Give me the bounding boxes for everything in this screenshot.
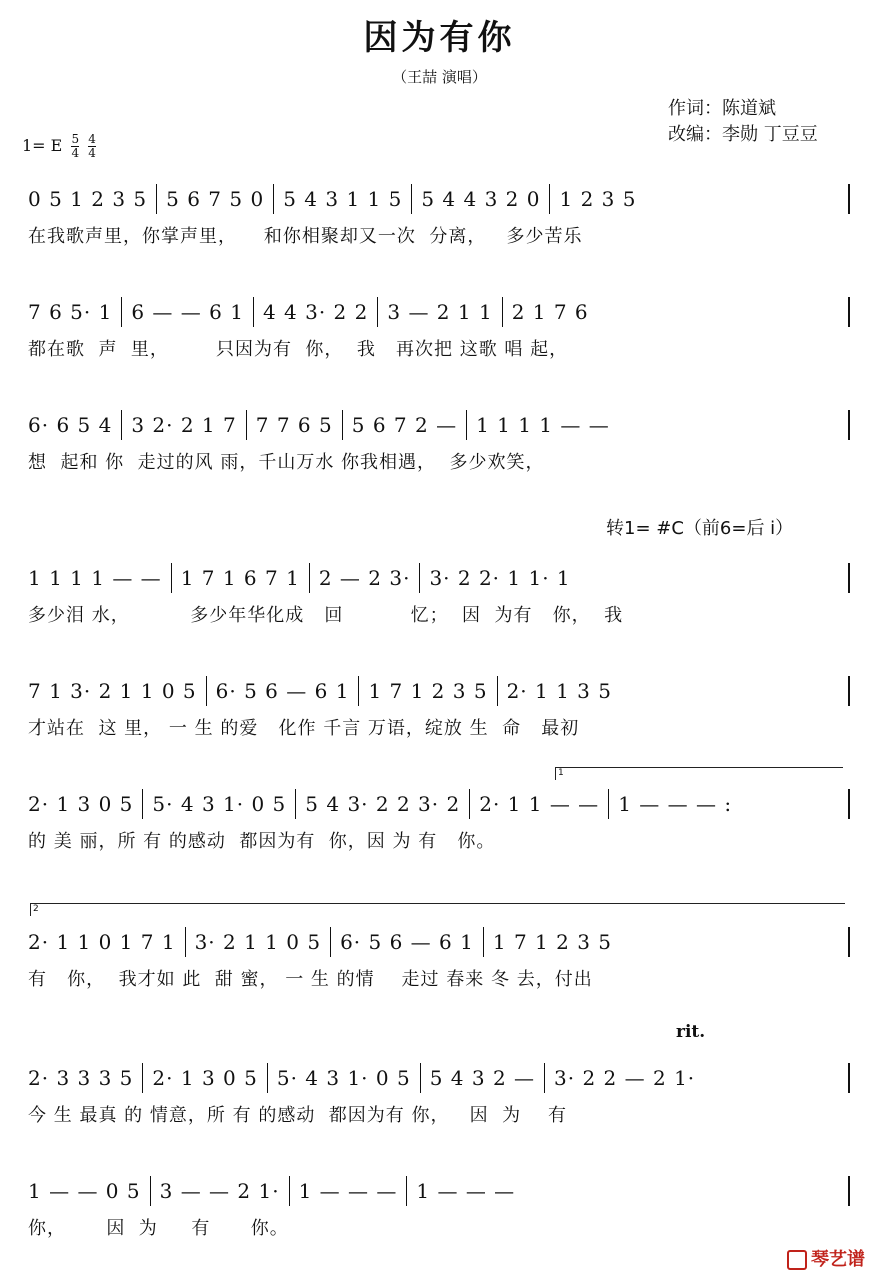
notes-line bbox=[28, 1176, 515, 1206]
bar-line bbox=[497, 676, 498, 706]
song-title: 因为有你 bbox=[363, 18, 516, 58]
notes-line bbox=[28, 410, 610, 440]
measure: 6 — — 6 1 bbox=[131, 300, 244, 324]
logo-icon bbox=[787, 1250, 807, 1270]
notes-line bbox=[28, 789, 732, 819]
end-bar-line bbox=[848, 789, 850, 819]
bar-line bbox=[377, 297, 378, 327]
time-sig-b-den: 4 bbox=[88, 146, 96, 160]
lyrics-line: 多少泪 水， 多少年华化成 回 忆； 因 为有 你， 我 bbox=[28, 605, 624, 626]
time-sig-a-den: 4 bbox=[71, 146, 80, 160]
measure: 3· 2 1 1 0 5 bbox=[194, 930, 322, 954]
bar-line bbox=[483, 927, 484, 957]
bar-line bbox=[544, 1063, 545, 1093]
measure: 6· 5 6 — 6 1 bbox=[340, 930, 474, 954]
time-signature-a bbox=[71, 133, 79, 160]
bar-line bbox=[411, 184, 412, 214]
measure: 6· 5 6 — 6 1 bbox=[215, 679, 350, 703]
bar-line bbox=[185, 927, 186, 957]
measure: 5 4 3 2 — bbox=[429, 1066, 536, 1090]
measure: 3· 2 2· 1 1· 1 bbox=[429, 566, 571, 590]
bar-line bbox=[121, 410, 122, 440]
bar-line bbox=[273, 184, 274, 214]
bar-line bbox=[549, 184, 550, 214]
notes-line bbox=[28, 297, 589, 327]
end-bar-line bbox=[848, 410, 850, 440]
notes-line bbox=[28, 184, 636, 214]
bar-line bbox=[330, 927, 331, 957]
measure: 1 — — — bbox=[298, 1179, 398, 1203]
bar-line bbox=[121, 297, 122, 327]
measure: 1 2 3 5 bbox=[559, 187, 637, 211]
measure: 1 1 1 1 — — bbox=[476, 413, 610, 437]
lyrics-line: 你， 因 为 有 你。 bbox=[28, 1218, 289, 1239]
singer-credit: （王喆 演唱） bbox=[392, 68, 487, 86]
bar-line bbox=[171, 563, 172, 593]
lyrics-line: 都在歌 声 里， 只因为有 你， 我 再次把 这歌 唱 起， bbox=[28, 339, 569, 360]
volta-2 bbox=[30, 903, 845, 916]
end-bar-line bbox=[848, 1176, 850, 1206]
measure: 5 4 3 1 1 5 bbox=[283, 187, 403, 211]
bar-line bbox=[358, 676, 359, 706]
volta-2-label: 2 bbox=[33, 904, 39, 914]
measure: 3 — 2 1 1 bbox=[387, 300, 493, 324]
lyrics-line: 有 你， 我才如 此 甜 蜜， 一 生 的情 走过 春来 冬 去，付出 bbox=[28, 969, 593, 990]
end-bar-line bbox=[848, 297, 850, 327]
measure: 2· 1 1 — — bbox=[479, 792, 600, 816]
time-sig-a-num: 5 bbox=[71, 132, 80, 146]
measure: 7 7 6 5 bbox=[255, 413, 333, 437]
measure: 1 1 1 1 — — bbox=[28, 566, 162, 590]
measure: 5 4 4 3 2 0 bbox=[421, 187, 541, 211]
site-logo bbox=[787, 1245, 865, 1271]
measure: 2 — 2 3· bbox=[318, 566, 411, 590]
notes-line bbox=[28, 1063, 695, 1093]
measure: 3 2· 2 1 7 bbox=[131, 413, 237, 437]
volta-1 bbox=[555, 767, 843, 780]
bar-line bbox=[420, 1063, 421, 1093]
measure: 1 — — 0 5 bbox=[28, 1179, 141, 1203]
end-bar-line bbox=[848, 184, 850, 214]
bar-line bbox=[289, 1176, 290, 1206]
end-bar-line bbox=[848, 1063, 850, 1093]
bar-line bbox=[342, 410, 343, 440]
notes-line bbox=[28, 927, 612, 957]
measure: 2 1 7 6 bbox=[511, 300, 589, 324]
bar-line bbox=[253, 297, 254, 327]
arranger-credit: 改编：李勋 丁豆豆 bbox=[668, 124, 818, 145]
measure: 5 6 7 2 — bbox=[351, 413, 458, 437]
measure: 5· 4 3 1· 0 5 bbox=[152, 792, 287, 816]
bar-line bbox=[608, 789, 609, 819]
modulation-note: 转1= #C（前6=后 i） bbox=[606, 518, 794, 539]
measure: 7 1 3· 2 1 1 0 5 bbox=[28, 679, 197, 703]
end-bar-line bbox=[848, 563, 850, 593]
bar-line bbox=[502, 297, 503, 327]
key-label: 1= E bbox=[22, 136, 63, 155]
time-sig-b-num: 4 bbox=[88, 132, 96, 146]
measure: 1 7 1 2 3 5 bbox=[492, 930, 612, 954]
bar-line bbox=[267, 1063, 268, 1093]
lyricist-credit: 作词：陈道斌 bbox=[668, 98, 776, 119]
measure: 5 4 3· 2 2 3· 2 bbox=[305, 792, 461, 816]
measure: 1 — — — : bbox=[618, 792, 733, 816]
notes-line bbox=[28, 676, 612, 706]
measure: 4 4 3· 2 2 bbox=[262, 300, 369, 324]
end-bar-line bbox=[848, 927, 850, 957]
bar-line bbox=[309, 563, 310, 593]
bar-line bbox=[469, 789, 470, 819]
measure: 2· 1 3 0 5 bbox=[152, 1066, 258, 1090]
lyrics-line: 今 生 最真 的 情意，所 有 的感动 都因为有 你， 因 为 有 bbox=[28, 1105, 567, 1126]
measure: 2· 1 1 3 5 bbox=[506, 679, 612, 703]
lyrics-line: 在我歌声里，你掌声里， 和你相聚却又一次 分离， 多少苦乐 bbox=[28, 226, 583, 247]
measure: 2· 3 3 3 5 bbox=[28, 1066, 134, 1090]
measure: 0 5 1 2 3 5 bbox=[28, 187, 148, 211]
bar-line bbox=[246, 410, 247, 440]
end-bar-line bbox=[848, 676, 850, 706]
key-signature bbox=[22, 133, 96, 160]
bar-line bbox=[295, 789, 296, 819]
volta-1-label: 1 bbox=[558, 768, 564, 778]
measure: 1 — — — bbox=[416, 1179, 516, 1203]
bar-line bbox=[406, 1176, 407, 1206]
measure: 5· 4 3 1· 0 5 bbox=[276, 1066, 411, 1090]
measure: 3· 2 2 — 2 1· bbox=[554, 1066, 696, 1090]
measure: 1 7 1 6 7 1 bbox=[180, 566, 300, 590]
lyrics-line: 才站在 这 里， 一 生 的爱 化作 千言 万语，绽放 生 命 最初 bbox=[28, 718, 580, 739]
notes-line bbox=[28, 563, 571, 593]
bar-line bbox=[466, 410, 467, 440]
bar-line bbox=[150, 1176, 151, 1206]
measure: 1 7 1 2 3 5 bbox=[368, 679, 488, 703]
lyrics-line: 想 起和 你 走过的风 雨，千山万水 你我相遇， 多少欢笑， bbox=[28, 452, 545, 473]
bar-line bbox=[142, 1063, 143, 1093]
bar-line bbox=[206, 676, 207, 706]
measure: 6· 6 5 4 bbox=[28, 413, 113, 437]
measure: 7 6 5· 1 bbox=[28, 300, 113, 324]
measure: 5 6 7 5 0 bbox=[166, 187, 265, 211]
ritardando-mark: rit. bbox=[676, 1022, 706, 1042]
logo-text: 琴艺谱 bbox=[811, 1249, 865, 1270]
time-signature-b bbox=[88, 133, 96, 160]
measure: 2· 1 3 0 5 bbox=[28, 792, 134, 816]
measure: 2· 1 1 0 1 7 1 bbox=[28, 930, 176, 954]
bar-line bbox=[419, 563, 420, 593]
lyrics-line: 的 美 丽，所 有 的感动 都因为有 你，因 为 有 你。 bbox=[28, 831, 496, 852]
measure: 3 — — 2 1· bbox=[159, 1179, 280, 1203]
bar-line bbox=[156, 184, 157, 214]
bar-line bbox=[142, 789, 143, 819]
